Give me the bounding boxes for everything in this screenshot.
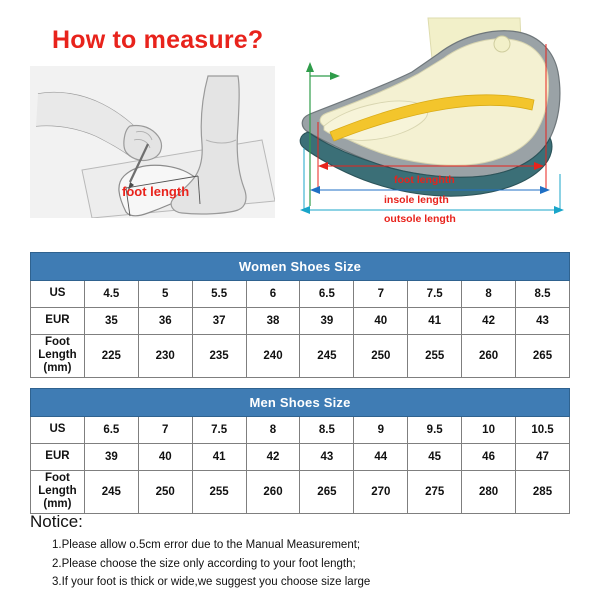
- cell: 44: [354, 444, 408, 471]
- men-size-table-wrap: [30, 388, 570, 514]
- notice-line-1: 1.Please allow o.5cm error due to the Manual Measurement;: [52, 539, 361, 551]
- cell: 6.5: [300, 281, 354, 308]
- table-row: [31, 308, 570, 335]
- cell: 42: [462, 308, 516, 335]
- cell: 255: [192, 471, 246, 514]
- row-header-line1: Foot Length: [38, 472, 77, 498]
- cell: 270: [354, 471, 408, 514]
- cell: 8: [246, 417, 300, 444]
- cell: 40: [138, 444, 192, 471]
- cell: 285: [516, 471, 570, 514]
- cell: 280: [462, 471, 516, 514]
- cell: 8: [462, 281, 516, 308]
- table-row: [31, 471, 570, 514]
- cell: 245: [300, 335, 354, 378]
- shoe-cross-section-image: [288, 14, 578, 236]
- cell: 6: [246, 281, 300, 308]
- cell: 39: [84, 444, 138, 471]
- cell: 47: [516, 444, 570, 471]
- cell: 8.5: [300, 417, 354, 444]
- table-caption-row: [31, 389, 570, 417]
- women-size-table: [30, 252, 570, 378]
- cell: 9: [354, 417, 408, 444]
- cell: 43: [300, 444, 354, 471]
- cell: 41: [408, 308, 462, 335]
- foot-length-label-left: foot length: [122, 184, 190, 199]
- cell: 38: [246, 308, 300, 335]
- row-header-us: US: [31, 417, 85, 444]
- foot-length-label-right: foot lenghth: [394, 174, 455, 186]
- page-title: How to measure?: [52, 26, 264, 54]
- cell: 45: [408, 444, 462, 471]
- row-header-line2: (mm): [43, 498, 72, 511]
- cell: 36: [138, 308, 192, 335]
- cell: 260: [246, 471, 300, 514]
- table-row: [31, 444, 570, 471]
- cell: 39: [300, 308, 354, 335]
- cell: 4.5: [84, 281, 138, 308]
- notice-title: Notice:: [30, 512, 83, 531]
- cell: 43: [516, 308, 570, 335]
- women-size-table-wrap: [30, 252, 570, 378]
- notice-line-3: 3.If your foot is thick or wide,we suggest you choose size large: [52, 576, 371, 589]
- cell: 41: [192, 444, 246, 471]
- cell: 230: [138, 335, 192, 378]
- row-header-line2: (mm): [43, 362, 72, 375]
- cell: 5.5: [192, 281, 246, 308]
- table-caption-row: [31, 253, 570, 281]
- cell: 7.5: [408, 281, 462, 308]
- cell: 35: [84, 308, 138, 335]
- cell: 240: [246, 335, 300, 378]
- hand-tracing-foot-image: [30, 66, 275, 218]
- cell: 255: [408, 335, 462, 378]
- cell: 9.5: [408, 417, 462, 444]
- table-row: [31, 281, 570, 308]
- row-header-eur: EUR: [31, 444, 85, 471]
- cell: 265: [300, 471, 354, 514]
- row-header-foot-length: [31, 471, 85, 514]
- cell: 7.5: [192, 417, 246, 444]
- men-size-table: [30, 388, 570, 514]
- cell: 10: [462, 417, 516, 444]
- outsole-length-label: outsole length: [384, 213, 456, 225]
- cell: 46: [462, 444, 516, 471]
- cell: 5: [138, 281, 192, 308]
- cell: 235: [192, 335, 246, 378]
- cell: 250: [138, 471, 192, 514]
- table-row: [31, 417, 570, 444]
- row-header-eur: EUR: [31, 308, 85, 335]
- cell: 7: [138, 417, 192, 444]
- notice-section: [30, 512, 575, 592]
- cell: 10.5: [516, 417, 570, 444]
- cell: 275: [408, 471, 462, 514]
- illustration-section: [0, 0, 600, 240]
- cell: 265: [516, 335, 570, 378]
- row-header-line1: Foot Length: [38, 336, 77, 362]
- women-table-caption: Women Shoes Size: [31, 253, 570, 281]
- cell: 42: [246, 444, 300, 471]
- cell: 245: [84, 471, 138, 514]
- cell: 8.5: [516, 281, 570, 308]
- cell: 250: [354, 335, 408, 378]
- cell: 225: [84, 335, 138, 378]
- notice-line-2: 2.Please choose the size only according to your foot length;: [52, 557, 356, 570]
- row-header-us: US: [31, 281, 85, 308]
- men-table-caption: Men Shoes Size: [31, 389, 570, 417]
- insole-length-label: insole length: [384, 194, 449, 206]
- cell: 260: [462, 335, 516, 378]
- row-header-foot-length: [31, 335, 85, 378]
- cell: 7: [354, 281, 408, 308]
- table-row: [31, 335, 570, 378]
- cell: 37: [192, 308, 246, 335]
- cell: 40: [354, 308, 408, 335]
- cell: 6.5: [84, 417, 138, 444]
